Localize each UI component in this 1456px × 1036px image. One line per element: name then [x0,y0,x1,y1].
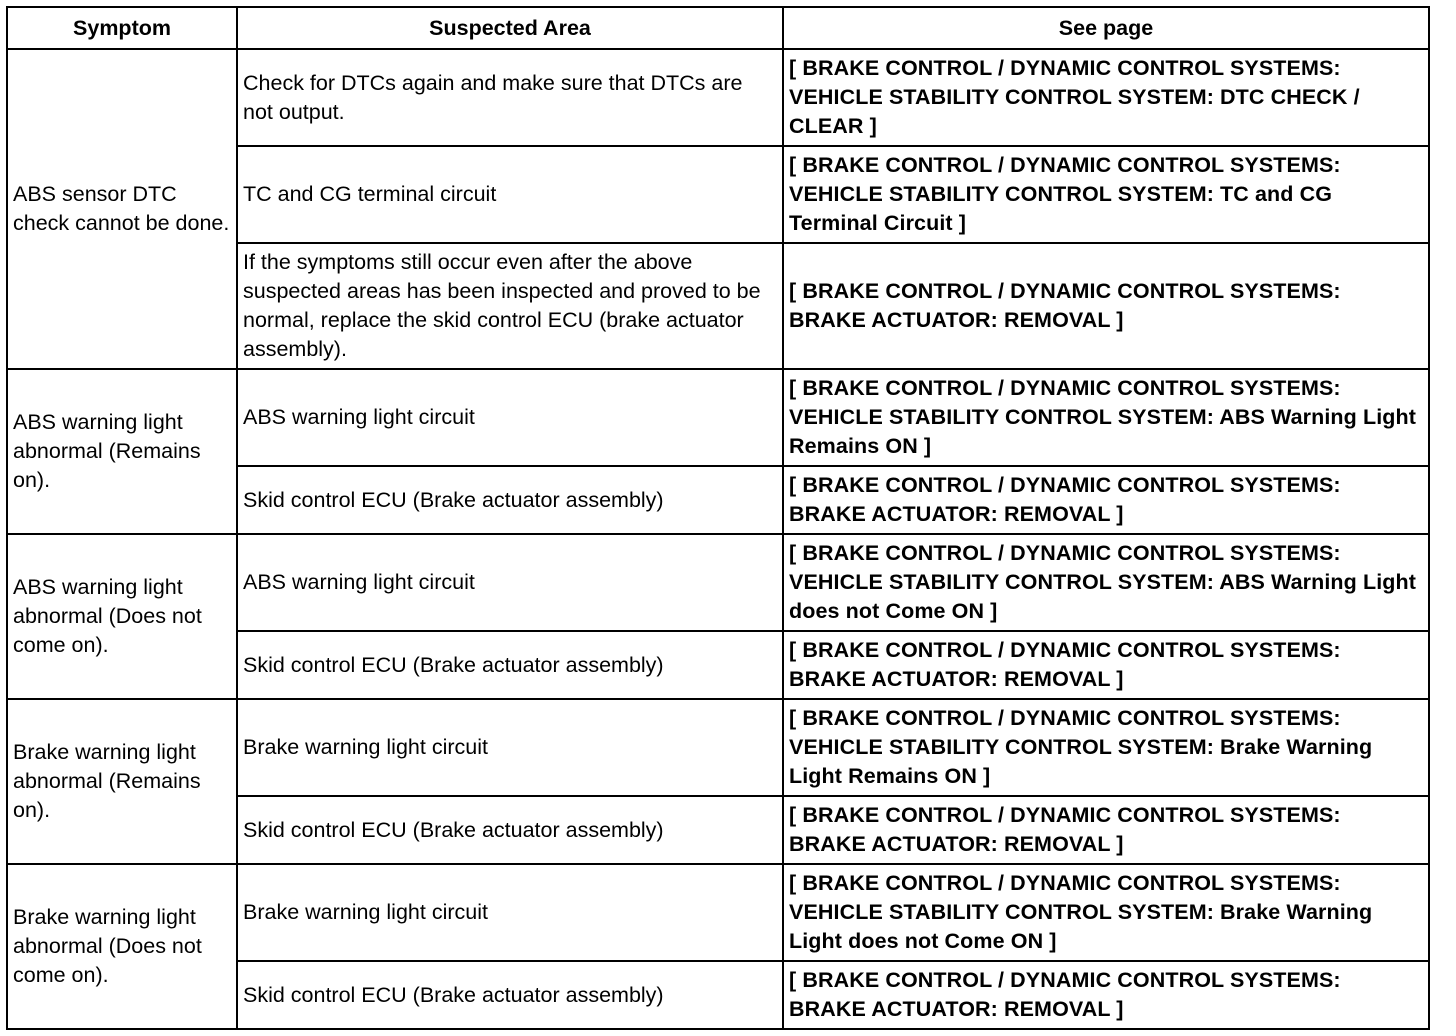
suspected-area-cell: Brake warning light circuit [237,864,783,961]
suspected-area-cell: Skid control ECU (Brake actuator assembly) [237,796,783,864]
see-page-cell: [ BRAKE CONTROL / DYNAMIC CONTROL SYSTEMS: VEHICLE STABILITY CONTROL SYSTEM: ABS Warning Light does not Come ON ] [783,534,1429,631]
see-page-cell: [ BRAKE CONTROL / DYNAMIC CONTROL SYSTEMS: BRAKE ACTUATOR: REMOVAL ] [783,796,1429,864]
table-row [7,699,1429,796]
symptom-cell: ABS warning light abnormal (Does not come on). [7,534,237,699]
symptom-cell: ABS warning light abnormal (Remains on). [7,369,237,534]
suspected-area-cell: Skid control ECU (Brake actuator assembly) [237,466,783,534]
header-symptom: Symptom [7,7,237,49]
suspected-area-cell: Skid control ECU (Brake actuator assembly) [237,961,783,1029]
suspected-area-cell: Skid control ECU (Brake actuator assembly) [237,631,783,699]
symptom-cell: Brake warning light abnormal (Does not come on). [7,864,237,1029]
suspected-area-cell: ABS warning light circuit [237,534,783,631]
symptom-cell: ABS sensor DTC check cannot be done. [7,49,237,369]
header-suspected-area: Suspected Area [237,7,783,49]
header-see-page: See page [783,7,1429,49]
see-page-cell: [ BRAKE CONTROL / DYNAMIC CONTROL SYSTEMS: VEHICLE STABILITY CONTROL SYSTEM: TC and CG Terminal Circuit ] [783,146,1429,243]
symptom-cell: Brake warning light abnormal (Remains on). [7,699,237,864]
see-page-cell: [ BRAKE CONTROL / DYNAMIC CONTROL SYSTEMS: BRAKE ACTUATOR: REMOVAL ] [783,243,1429,369]
suspected-area-cell: Brake warning light circuit [237,699,783,796]
see-page-cell: [ BRAKE CONTROL / DYNAMIC CONTROL SYSTEMS: BRAKE ACTUATOR: REMOVAL ] [783,466,1429,534]
see-page-cell: [ BRAKE CONTROL / DYNAMIC CONTROL SYSTEMS: VEHICLE STABILITY CONTROL SYSTEM: Brake Warning Light does not Come ON ] [783,864,1429,961]
suspected-area-cell: Check for DTCs again and make sure that DTCs are not output. [237,49,783,146]
table-body [7,49,1429,1029]
see-page-cell: [ BRAKE CONTROL / DYNAMIC CONTROL SYSTEMS: BRAKE ACTUATOR: REMOVAL ] [783,961,1429,1029]
see-page-cell: [ BRAKE CONTROL / DYNAMIC CONTROL SYSTEMS: VEHICLE STABILITY CONTROL SYSTEM: Brake Warning Light Remains ON ] [783,699,1429,796]
see-page-cell: [ BRAKE CONTROL / DYNAMIC CONTROL SYSTEMS: VEHICLE STABILITY CONTROL SYSTEM: DTC CHECK / CLEAR ] [783,49,1429,146]
suspected-area-cell: ABS warning light circuit [237,369,783,466]
table-row [7,369,1429,466]
suspected-area-cell: If the symptoms still occur even after the above suspected areas has been inspected and proved to be normal, replace the skid control ECU (brake actuator assembly). [237,243,783,369]
table-row [7,534,1429,631]
header-row [7,7,1429,49]
table-row [7,864,1429,961]
table-row [7,49,1429,146]
see-page-cell: [ BRAKE CONTROL / DYNAMIC CONTROL SYSTEMS: BRAKE ACTUATOR: REMOVAL ] [783,631,1429,699]
symptom-chart-table [6,6,1430,1030]
table-header [7,7,1429,49]
see-page-cell: [ BRAKE CONTROL / DYNAMIC CONTROL SYSTEMS: VEHICLE STABILITY CONTROL SYSTEM: ABS Warning Light Remains ON ] [783,369,1429,466]
suspected-area-cell: TC and CG terminal circuit [237,146,783,243]
